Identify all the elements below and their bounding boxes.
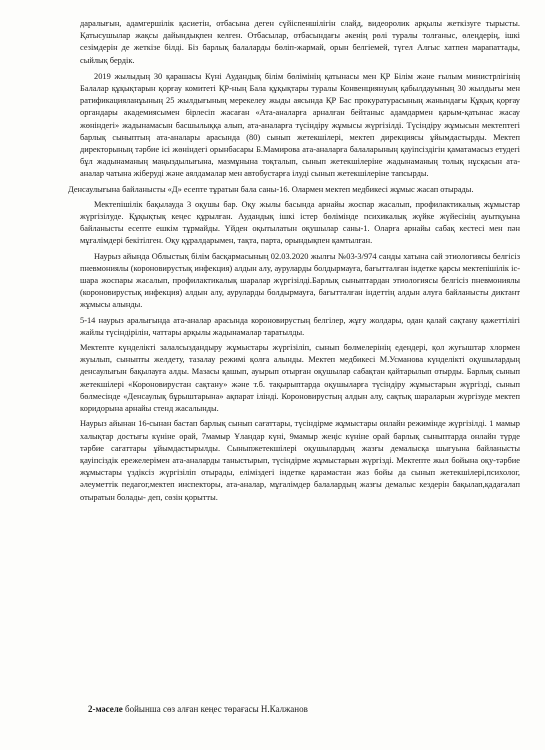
paragraph-intro: даралығын, адамгершілік қасиетін, отбасына деген сүйіспеншілігін слайд, видеоролик арқылы жеткізуге тырысты. Қатысушылар жақсы дайындықпен келген. Отбасылар, отбасындағы әкенің рөлі туралы толғаныс, өлеңдерің, ішкі сезімдерін де жеткізе білді. Біз барлық балаларды бөліп-жармай, орын белгіемей, түгел Алғыс хатпен марапаттады, сыйлық бердік.	[80, 19, 520, 65]
footer-line	[88, 703, 308, 715]
paragraph-parent-outreach: 5-14 наурыз аралығында ата-аналар арасында короновирустың белгілер, жұғу жолдары, одан қалай сақтану қажеттілігі жайлы түсіндірілін, чаттары арқылы жадынамалар таратылды.	[80, 315, 520, 337]
paragraph-march-plan: Наурыз айында Облыстық білім басқармасының 02.03.2020 жылғы №03-3/974 санды хатына сай этиологиясы белгісіз пневмониялы (короновирустық инфекция) алдын алу, ауруларды болдырмауға, бағытталған індетке қарсы мектепішілік іс-шара жоспары жасалып, профилактикалық шаралар жүргізілді.Барлық сыныптардан этиологиясы белгісіз пневмониялы (короновирустық инфекция) алдын алу, ауруларды болдырмауға, бағытталған індеттің алдын алуға байланысты диктант жұмысы алынды.	[80, 251, 520, 310]
paragraph-online-mode: Наурыз айынан 16-сынан бастап барлық сынып сағаттары, түсіндірме жұмыстары онлайн режимінде жүргізілді. 1 мамыр халықтар достығы күніне орай, 7мамыр Ұландар күні, 9мамыр жеңіс күніне орай барлық сыныптарда онлайн түрде тәрбие сағаттары ұйымдастырылды. Сыныпжетекшілері оқушылардың жазғы демалысқа шығуына байланысты қауіпсіздік ережелерімен ата-аналарды таныстырып, түсіндірме жұмыстарын жүргізді. Мектепте жыл бойына оқу-тәрбие жұмыстары үздіксіз жүргізіліп отырады, еліміздегі індетке қарамастан жаз бойы да сынып жетекшілері,психолог, әлеуметтік педагог,мектеп инспекторы, ата-аналар, мұғалімдер балалардың жазғы демалыс кездерін бақылап,қадағалап отыратын болады- деп, сөзін қорытты.	[80, 419, 520, 502]
paragraph-disinfection: Мектепте күнделікті залалсыздандыру жұмыстары жүргізіліп, сынып бөлмелерінің едендері, қол жуғыштар хлормен жуылып, сыныпты желдету, тазалау режимі қолға алынды. Мектеп медбикесі М.Усманова күнделікті оқушылардың денсаулығын бақылауға алды. Мазасы қашып, ауырып отырған оқушылар сабақтан қайтарылып отырды. Барлық сынып жетекшілері «Короновирустан сақтану» және т.б. тақырыптарда оқушыларға түсіндіру жұмыстарын жүргізді, сынып бөлмесінде «Денсаулық бұрыштарына» ақпарат ілінді. Короновирустың алдын алу, сақтық шараларын жүргізуде мектеп коридорына арнайы стенд жасалынды.	[80, 343, 520, 414]
paragraph-health-registry: Денсаулығына байланысты «Д» есепте тұратын бала саны-16. Олармен мектеп медбикесі жұмыс жасап отырады.	[68, 184, 474, 194]
footer-text: бойынша сөз алған кеңес төрағасы Н.Калжанов	[122, 704, 308, 714]
footer-label: 2-мәселе	[88, 704, 123, 714]
document-body	[68, 18, 520, 507]
paragraph-memo-campaign: 2019 жылыдың 30 қарашасы Күні Аудандық білім бөлімінің қатынасы мен ҚР Білім және ғылым министрлігінің Балалар құқықтарын қорғау комитеті ҚР-ның Бала құқықтары туралы Конвенциянуың қабылдауының 30 жылдығы мен ратификацияланұының 25 жылдығының мерекелеу жыды аясында ҚР Бас прокуратурасының жанындағы Құқық қорғау органдары академиясымен бірлесіп жасаған «Ата-аналарға арналған бейтаныс адамдармен қарым-қатынас жасау жөніндегі» жадынамасын басшылыққа алып, ата-аналарға түсіндіру жұмысы жүргізілді. Түсіндіру жұмысын мектептегі барлық сыныптың ата-аналары арасында (80) сынып жетекшілері, мектеп дирекциясы ұйымдастырды. Мектеп директорының тәрбие ісі жөніндегі орынбасары Б.Мамирова ата-аналарға балаларының қауіпсіздігін қаматамасыз етудегі бұл жадынаманың маңыздылығына, мазмұнына тоқталып, сынып жетекшілеріне жадынаманың толық нұсқасын ата-аналар чатына жіберуді және аялдамалар мен автобустарға ілуді сынып жетекшілеріне тапсырды.	[80, 71, 520, 179]
paragraph-internal-control: Мектепішілік бақылауда 3 оқушы бар. Оқу жылы басында арнайы жоспар жасалып, профилактикалық жұмыстар жүргізілуде. Құқықтық кеңес құрылған. Аудандық ішкі істер бөлімінде психикалық жүйке жүйесінің ауытқуына байланысты есепте ешкім тұрмайды. Үйден оқытылатын оқушылар саны-1. Оларға арнайы сабақ кестесі мен пән мұғалімдері бекітілген. Оқу құралдарымен, тақта, парта, орындықпен қамтылған.	[80, 199, 520, 246]
